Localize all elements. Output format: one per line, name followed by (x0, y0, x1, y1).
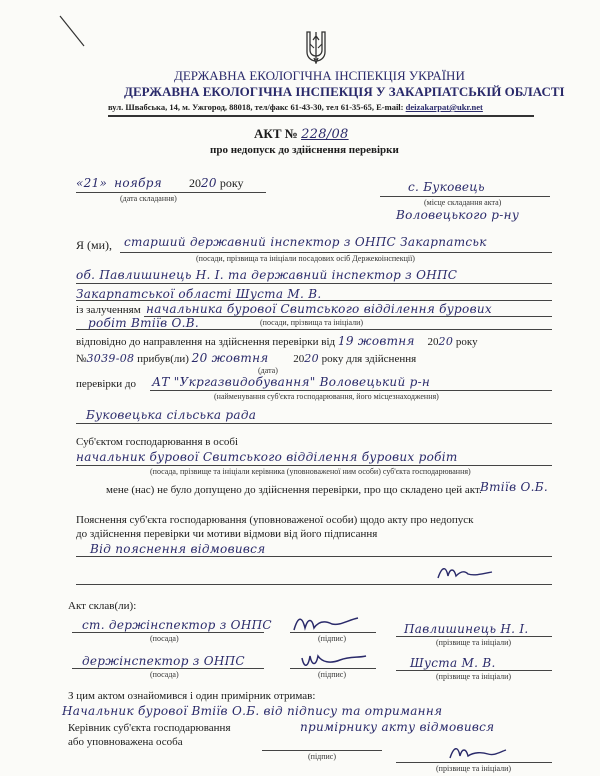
subject-line: начальник бурової Свитського відділення бурових робіт (76, 450, 458, 464)
composer-1-signature-caption: (підпис) (318, 634, 347, 643)
denied-name: Втіїв О.Б. (480, 480, 548, 494)
date-year-suffix: 20 (200, 176, 217, 190)
act-title-prefix: АКТ № (254, 126, 298, 141)
act-date (76, 176, 244, 191)
composer-1-name-caption: (прізвище та ініціали) (436, 638, 512, 647)
refusal-line-2: примірнику акту відмовився (300, 720, 495, 734)
act-subtitle: про недопуск до здійснення перевірки (210, 144, 399, 156)
explain-line-1: Пояснення суб'єкта господарювання (уповноваженої особи) щодо акту про недопуск (76, 514, 474, 526)
denied-text: мене (нас) не було допущено до здійснення перевірки, про що складено цей акт. (106, 484, 482, 496)
explanation-signature (436, 562, 496, 584)
acquainted-text: З цим актом ознайомився і один примірник отримав: (68, 690, 316, 702)
agency-name: ДЕРЖАВНА ЕКОЛОГІЧНА ІНСПЕКЦІЯ УКРАЇНИ (174, 68, 465, 83)
composer-1-name: Павлишинець Н. І. (404, 622, 529, 636)
composer-1-position: ст. держінспектор з ОНПС (82, 618, 272, 632)
direction-year-word: року (455, 336, 478, 348)
trident-emblem (305, 30, 327, 64)
agency-address (108, 102, 483, 112)
date-day: «21» (76, 176, 108, 190)
involve-label: із залученням (76, 304, 141, 316)
inspector-line-1: старший державний інспектор з ОНПС Закарпатськ (124, 235, 487, 249)
act-title (254, 126, 349, 142)
place-line-1: с. Буковець (408, 180, 485, 194)
footer-name-caption: (прізвище та ініціали) (436, 764, 512, 773)
place-line-2: Воловецького р-ну (396, 208, 520, 222)
check-label: перевірки до (76, 378, 136, 390)
date-word: року (219, 176, 244, 190)
inspectors-label: Я (ми), (76, 238, 113, 252)
arrived-year-prefix: 20 (293, 353, 305, 365)
date-caption: (дата складання) (120, 194, 177, 203)
composer-2-position-caption: (посада) (150, 670, 179, 679)
arrived-year-suffix: 20 (304, 352, 319, 365)
subject-caption: (посада, прізвище та ініціали керівника (уповноваженої ним особи) суб'єкта господарювання) (150, 467, 471, 476)
date-month: ноября (114, 176, 162, 190)
direction-date: 19 жовтня (337, 334, 415, 348)
footer-signature-caption: (підпис) (308, 752, 337, 761)
email-link[interactable]: deizakarpat@ukr.net (405, 102, 483, 112)
entity-line-2: Буковецька сільська рада (86, 408, 257, 422)
direction-no-prefix: № (76, 353, 87, 365)
address-text: вул. Швабська, 14, м. Ужгород, 88018, тел/факс 61-43-30, тел 61-35-65, E-mail: (108, 102, 404, 112)
involved-line-2: робіт Втіїв О.В. (88, 316, 200, 330)
entity-caption: (найменування суб'єкта господарювання, його місцезнаходження) (214, 392, 439, 401)
entity-line-1: АТ "Укргазвидобування" Воловецький р-н (152, 375, 431, 389)
place-caption: (місце складання акта) (424, 198, 502, 207)
arrival-line (76, 351, 416, 365)
direction-number: 3039-08 (86, 352, 135, 365)
date-year-prefix: 20 (188, 176, 201, 190)
arrived-date: 20 жовтня (191, 351, 269, 365)
footer-signature (448, 742, 508, 764)
explain-line-2: до здійснення перевірки чи мотиви відмови від його підписання (76, 528, 378, 540)
direction-year-suffix: 20 (438, 335, 454, 348)
involved-line-1: начальника бурової Свитського відділення бурових (146, 302, 492, 316)
composer-2-position: держінспектор з ОНПС (82, 654, 245, 668)
composer-2-signature-caption: (підпис) (318, 670, 347, 679)
composer-1-position-caption: (посада) (150, 634, 179, 643)
direction-year-prefix: 20 (427, 336, 439, 348)
inspector-line-2: об. Павлишинець Н. І. та державний інспектор з ОНПС (76, 268, 458, 282)
involved-caption: (посади, прізвища та ініціали) (260, 318, 364, 327)
pen-mark (58, 14, 88, 50)
arrived-caption: (дата) (258, 366, 278, 375)
head-label-2: або уповноважена особа (68, 736, 183, 748)
composer-2-name: Шуста М. В. (410, 656, 496, 670)
arrived-text: прибув(ли) (137, 353, 189, 365)
direction-line (76, 334, 478, 348)
act-number: 228/08 (301, 127, 349, 142)
inspector-caption: (посади, прізвища та ініціали посадових осіб Держекоінспекції) (196, 254, 415, 263)
composer-2-name-caption: (прізвище та ініціали) (436, 672, 512, 681)
regional-agency-name: ДЕРЖАВНА ЕКОЛОГІЧНА ІНСПЕКЦІЯ У ЗАКАРПАТСЬКІЙ ОБЛАСТІ (124, 84, 565, 99)
head-label-1: Керівник суб'єкта господарювання (68, 722, 231, 734)
arrived-year-word: року для здійснення (321, 353, 417, 365)
composed-label: Акт склав(ли): (68, 600, 137, 612)
subject-label: Суб'єктом господарювання в особі (76, 436, 239, 448)
explain-value: Від пояснення відмовився (90, 542, 266, 556)
direction-text: відповідно до направлення на здійснення перевірки від (76, 336, 336, 348)
inspector-line-3: Закарпатської області Шуста М. В. (76, 287, 322, 301)
refusal-line-1: Начальник бурової Втіїв О.Б. від підпису та отримання (62, 704, 443, 718)
